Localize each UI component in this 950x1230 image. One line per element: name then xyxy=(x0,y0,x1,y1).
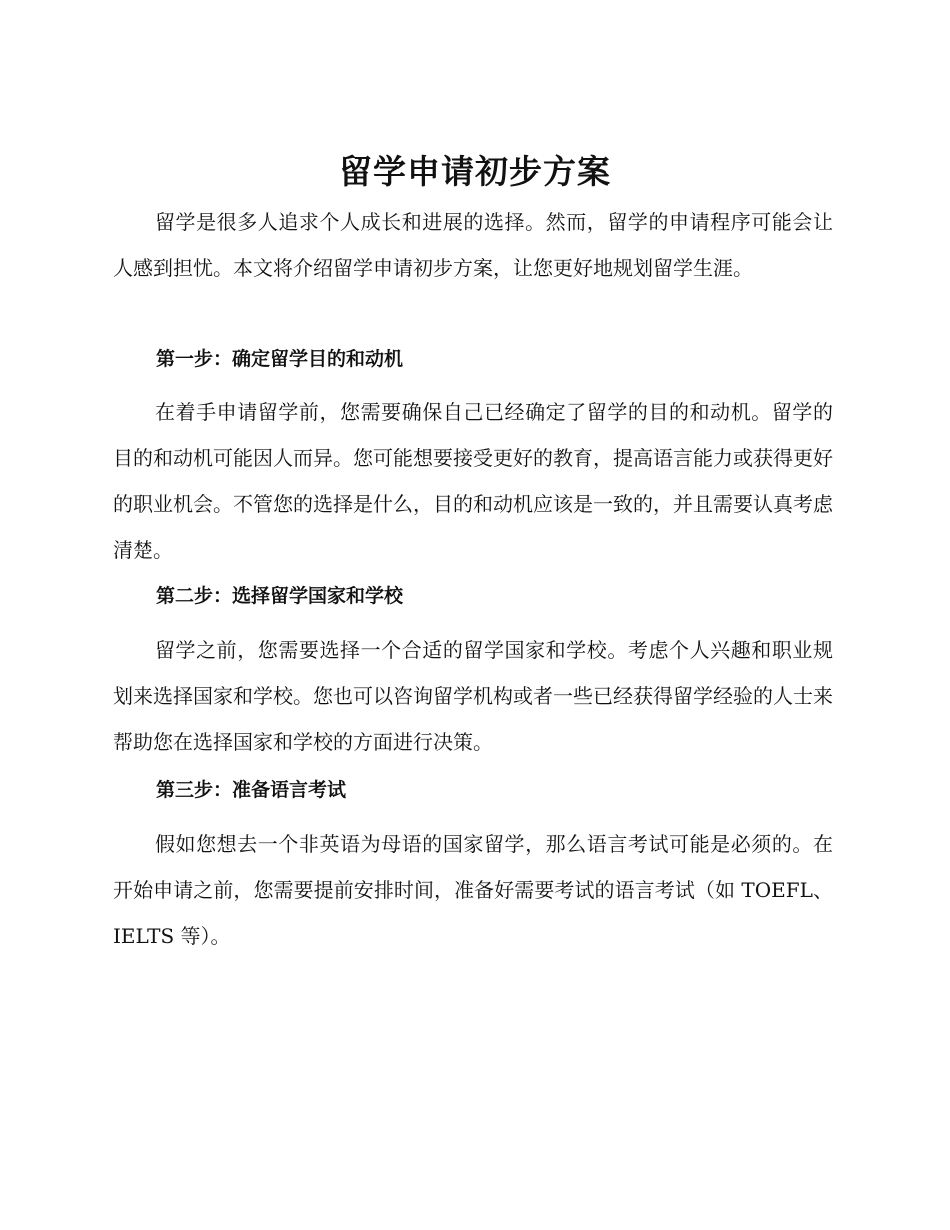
section-body-step-3: 假如您想去一个非英语为母语的国家留学，那么语言考试可能是必须的。在开始申请之前，您需要提前安排时间，准备好需要考试的语言考试（如 TOEFL、IELTS 等）。 xyxy=(113,832,833,948)
document-title: 留学申请初步方案 xyxy=(339,152,611,191)
section-body-step-2: 留学之前，您需要选择一个合适的留学国家和学校。考虑个人兴趣和职业规划来选择国家和学校。您也可以咨询留学机构或者一些已经获得留学经验的人士来帮助您在选择国家和学校的方面进行决策。 xyxy=(113,638,833,754)
intro-paragraph: 留学是很多人追求个人成长和进展的选择。然而，留学的申请程序可能会让人感到担忧。本文将介绍留学申请初步方案，让您更好地规划留学生涯。 xyxy=(113,210,833,280)
section-body-step-1: 在着手申请留学前，您需要确保自己已经确定了留学的目的和动机。留学的目的和动机可能因人而异。您可能想要接受更好的教育，提高语言能力或获得更好的职业机会。不管您的选择是什么，目的和动机应该是一致的，并且需要认真考虑清楚。 xyxy=(113,400,833,562)
section-heading-step-1: 第一步：确定留学目的和动机 xyxy=(156,348,404,370)
section-heading-step-2: 第二步：选择留学国家和学校 xyxy=(156,585,404,607)
section-heading-step-3: 第三步：准备语言考试 xyxy=(156,779,347,801)
